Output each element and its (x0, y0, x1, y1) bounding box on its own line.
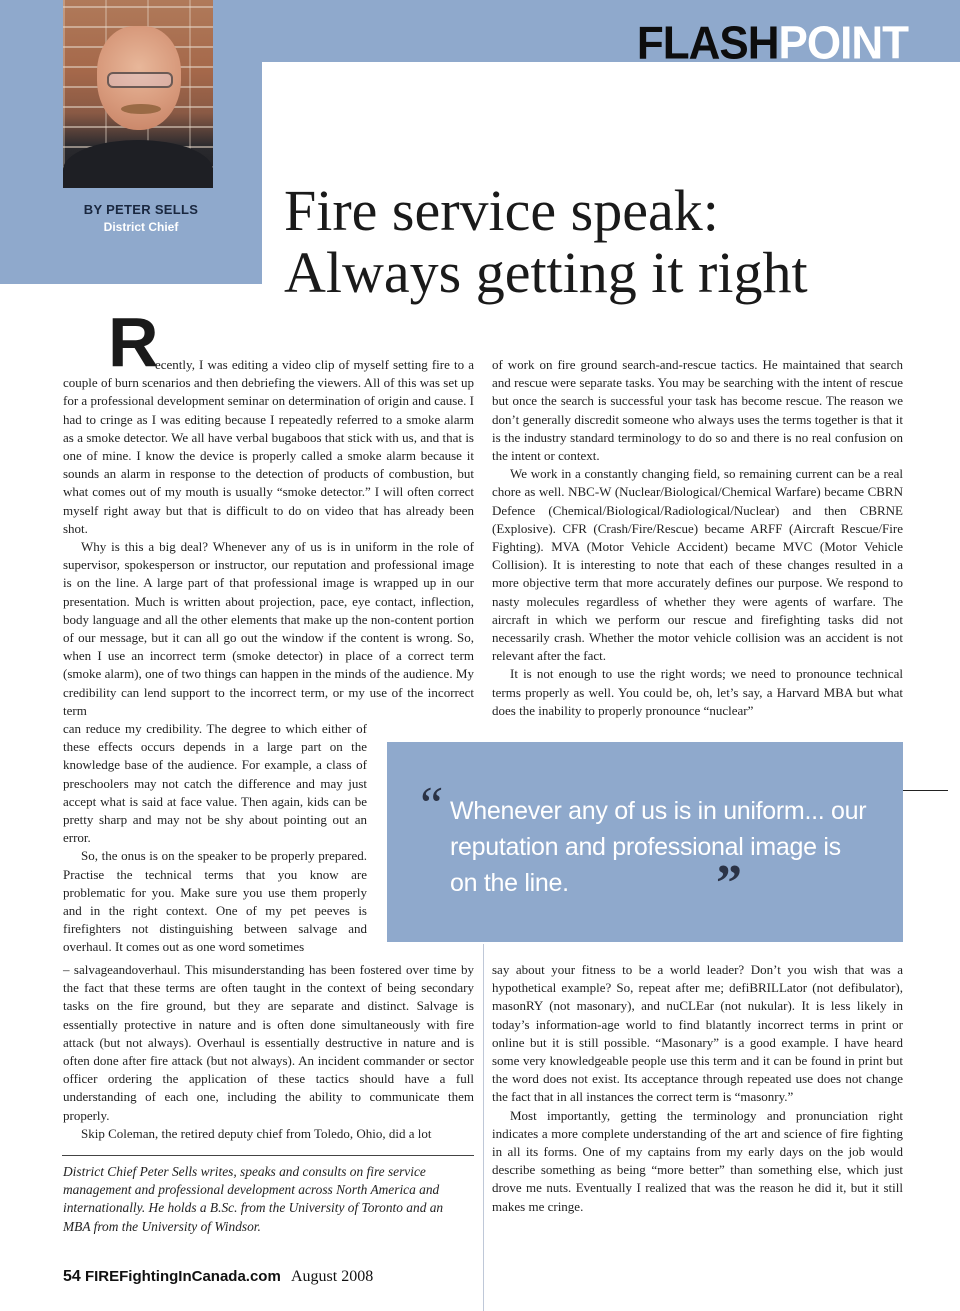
headline-line-2: Always getting it right (284, 240, 808, 305)
section-logo (636, 17, 908, 70)
footer-date: August 2008 (290, 1268, 374, 1285)
open-quote-mark: “ (415, 777, 444, 834)
page-footer (63, 1268, 373, 1286)
author-photo (63, 0, 213, 188)
section-logo-flash: FLASH (636, 17, 779, 70)
right-column-bottom (492, 961, 903, 1216)
left-column-narrow (63, 720, 367, 957)
left-column-top (63, 356, 474, 720)
author-title: District Chief (103, 220, 179, 234)
paragraph: It is not enough to use the right words; we need to pronounce technical terms properly as well. You could be, oh, let’s say, a Harvard MBA but what does the inability to properly pronounce “nuclear” (492, 666, 903, 718)
pull-quote-rule (903, 790, 948, 791)
paragraph: say about your fitness to be a world leader? Don’t you wish that was a hypothetical example? So, repeat after me; defiBRILLator (not defibulator), masonRY (not masonary), and nuCLEar (not nukular). It is less likely in today’s information-age world to find blatantly incorrect terms in print or online but it is still possible. “Masonary” is a good example. I have heard some very knowledgeable people use this term and it can be found in print but the word does not exist. Its acceptance through repeated use does not change the fact that in all instances the correct term is “masonry.” (492, 962, 903, 1105)
left-column-bottom (63, 961, 474, 1143)
paragraph: So, the onus is on the speaker to be properly prepared. Practise the technical terms that you know are problematic for you. Make sure you use them properly and in the right context. One of my pet peeves is firefighters not distinguishing between salvage and overhaul. It comes out as one word sometimes (63, 848, 367, 955)
author-name: BY PETER SELLS (83, 202, 199, 217)
headline-line-1: Fire service speak: (284, 178, 719, 243)
footer-site: FIREFightingInCanada.com (84, 1268, 281, 1285)
paragraph: can reduce my credibility. The degree to which either of these effects occurs depends in a large part on the knowledge base of the audience. For example, a class of preschoolers may not catch the difference and may just accept what is said at face value. Then again, kids can be pretty sharp and may not be shy about pointing out an error. (63, 721, 367, 846)
paragraph: ecently, I was editing a video clip of myself setting fire to a couple of burn scenarios and then debriefing the viewers. All of this was set up for a professional development seminar on determination of origin and cause. I had to cringe as I was editing because I repeatedly referred to a smoke alarm as a smoke detector. We all have verbal bugaboos that stick with us, and that is one of mine. I know the device is properly called a smoke alarm because it sounds an alarm in response to the detection of products of combustion, but what comes out of my mouth is usually “smoke detector.” I will often correct myself right away but that is difficult to do on video that has already been shot. (63, 357, 474, 536)
right-column-top (492, 356, 903, 720)
paragraph: Skip Coleman, the retired deputy chief from Toledo, Ohio, did a lot (81, 1125, 432, 1141)
paragraph: We work in a constantly changing field, so remaining current can be a real chore as well. NBC-W (Nuclear/Biological/Chemical Warfare) became CBRN Defence (Chemical/Biological/Radiological/Nuclear) and then CBRNE (Explosive). CFR (Crash/Fire/Rescue) became ARFF (Aircraft Rescue/Fire Fighting). MVA (Motor Vehicle Accident) became MVC (Motor Vehicle Collision). It is interesting to note that each of these changes resulted in a more objective term that more accurately defines our purpose. We respond to nasty molecules regardless of whether they were agents of warfare. The aircraft in which we perform our rescue and firefighting tasks did not necessarily crash. Whether the motor vehicle collision was an accident is not relevant after the fact. (492, 466, 903, 664)
column-divider (483, 944, 484, 1311)
paragraph: Why is this a big deal? Whenever any of us is in uniform in the role of supervisor, spokesperson or instructor, our reputation and professional image is on the line. A large part of that professional image is wrapped up in our presentation. Much is written about projection, pace, eye contact, inflection, body language and all the other elements that make up the non-content portion of our message, but it can all go out the window if the content is wrong. So, when I use an incorrect term (smoke detector) in place of a correct term (smoke alarm), one of two things can happen in the minds of the audience. My credibility can lend support to the incorrect term, or my use of the incorrect term (63, 539, 474, 718)
section-logo-point: POINT (778, 17, 908, 70)
author-bio: District Chief Peter Sells writes, speaks and consults on fire service management and professional development across North America and internationally. He holds a B.Sc. from the University of Toronto and an MBA from the University of Windsor. (63, 1164, 444, 1234)
drop-cap: R (108, 303, 159, 381)
paragraph: Most importantly, getting the terminology and pronunciation right indicates a more complete understanding of the art and science of fire fighting in all its forms. One of my captains from my early days on the job would describe something as being “more better” than something else, which just drove me nuts. Eventually I realized that was the reason he did it, but it still makes me cringe. (492, 1107, 903, 1214)
paragraph: – salvageandoverhaul. This misunderstanding has been fostered over time by the fact that these terms are often taught in the context of being secondary tasks on the fire ground, but they are separate and distinct. Salvage is essentially protective in nature and is often done simultaneously with fire attack (but not always). Overhaul is essentially destructive in nature and is often done after fire attack (but not always). An incident commander or sector officer ordering the application of these tactics should have a full understanding of each one, including the ability to communicate them properly. (63, 962, 474, 1123)
pull-quote-text: Whenever any of us is in uniform... our reputation and professional image is on the line. (450, 797, 867, 897)
page-number: 54 (63, 1268, 81, 1285)
byline (66, 202, 216, 234)
bio-divider (62, 1155, 474, 1156)
article-headline (284, 180, 944, 304)
close-quote-mark: ” (716, 855, 742, 912)
paragraph: of work on fire ground search-and-rescue tactics. He maintained that search and rescue were separate tasks. You may be searching with the intent of rescue but once the search is successful your task has become rescue. The reason we don’t generally discredit someone who always uses the terms together is that it is the industry standard terminology to do so and there is no real confusion on the intent or context. (492, 357, 903, 464)
